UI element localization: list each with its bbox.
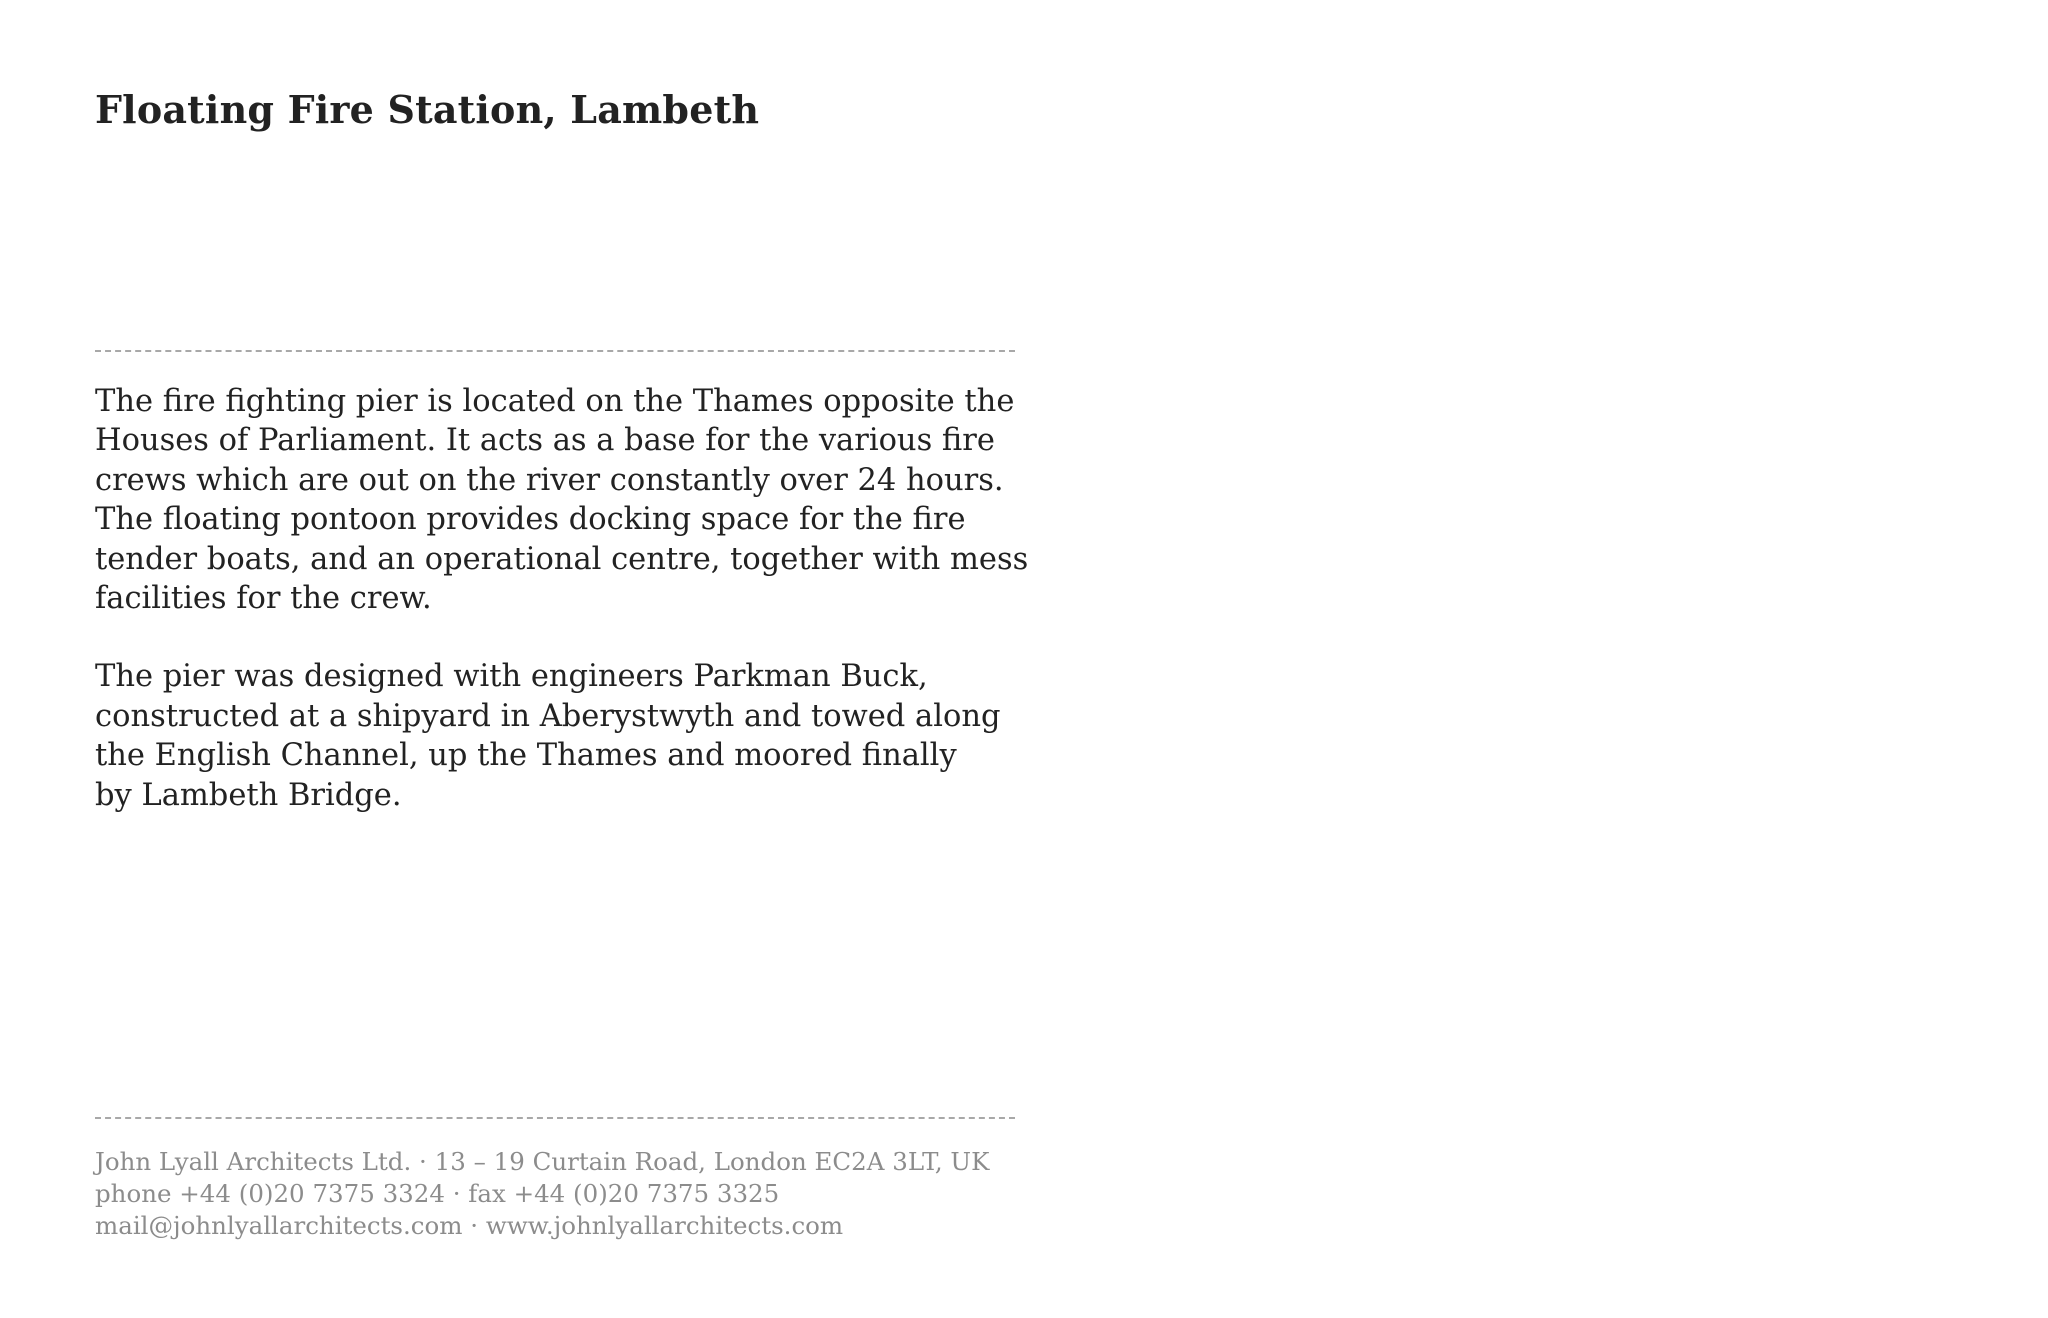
footer-address: John Lyall Architects Ltd. · 13 – 19 Curtain Road, London EC2A 3LT, UK [95, 1147, 990, 1176]
paragraph-line: The pier was designed with engineers Parkman Buck, [95, 659, 928, 695]
paragraph-line: by Lambeth Bridge. [95, 777, 402, 813]
footer-phone-fax: phone +44 (0)20 7375 3324 · fax +44 (0)20 7375 3325 [95, 1179, 780, 1208]
paragraph-line: constructed at a shipyard in Aberystwyth and towed along [95, 698, 1001, 734]
footer-contact [95, 1146, 1025, 1242]
page-title: Floating Fire Station, Lambeth [95, 87, 760, 132]
paragraph-intro [95, 382, 1029, 618]
paragraph-line: The floating pontoon provides docking space for the fire [95, 502, 966, 538]
paragraph-line: facilities for the crew. [95, 581, 432, 617]
paragraph-construction [95, 657, 1025, 815]
paragraph-line: The fire fighting pier is located on the Thames opposite the [95, 384, 1015, 419]
description-body [95, 382, 1029, 854]
footer-email-web: mail@johnlyallarchitects.com · www.johnlyallarchitects.com [95, 1211, 844, 1240]
paragraph-line: crews which are out on the river constantly over 24 hours. [95, 462, 1004, 498]
paragraph-line: tender boats, and an operational centre, together with mess [95, 541, 1029, 577]
bottom-divider [95, 1117, 1015, 1119]
paragraph-line: Houses of Parliament. It acts as a base for the various fire [95, 423, 995, 459]
paragraph-line: the English Channel, up the Thames and moored finally [95, 738, 957, 774]
top-divider [95, 350, 1015, 352]
